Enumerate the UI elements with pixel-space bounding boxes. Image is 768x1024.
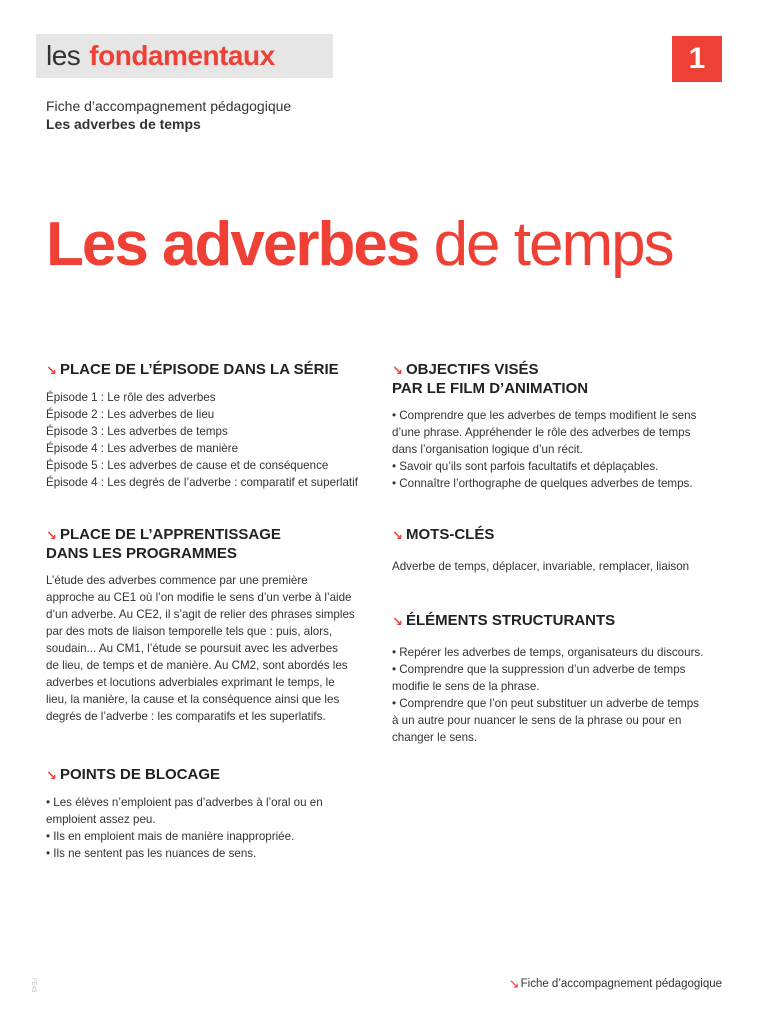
arrow-icon: ↘	[46, 363, 57, 378]
brand-light-text: les	[46, 40, 81, 71]
section-heading	[46, 360, 386, 380]
episode-line: Épisode 5 : Les adverbes de cause et de conséquence	[46, 459, 329, 472]
body-line: Adverbe de temps, déplacer, invariable, remplacer, liaison	[392, 560, 690, 573]
section-body	[46, 389, 386, 491]
subtitle	[46, 97, 291, 133]
body-line: • Repérer les adverbes de temps, organisateurs du discours.	[392, 646, 704, 659]
section-heading	[392, 525, 732, 545]
section-body	[46, 794, 386, 862]
brand-logo	[36, 34, 333, 78]
body-line: • Savoir qu’ils sont parfois facultatifs et déplaçables.	[392, 460, 659, 473]
section-motscles	[392, 525, 732, 575]
body-line: de lieu, de temps et de manière. Au CM2, sont abordés les	[46, 659, 348, 672]
section-objectifs-title-2: PAR LE FILM D’ANIMATION	[392, 380, 589, 397]
body-line: modifie le sens de la phrase.	[392, 680, 540, 693]
body-line: d’une phrase. Appréhender le rôle des adverbes de temps	[392, 426, 691, 439]
body-line: adverbes et locutions adverbiales exprimant le temps, le	[46, 676, 335, 689]
section-blocage	[46, 765, 386, 862]
body-line: soudain... Au CM1, l’étude se poursuit avec les adverbes	[46, 642, 338, 655]
body-line: L’étude des adverbes commence par une première	[46, 574, 308, 587]
body-line: • Ils ne sentent pas les nuances de sens.	[46, 847, 257, 860]
section-elements-title: ÉLÉMENTS STRUCTURANTS	[406, 612, 616, 629]
section-motscles-title: MOTS-CLÉS	[406, 526, 495, 543]
section-heading	[46, 765, 386, 785]
body-line: changer le sens.	[392, 731, 478, 744]
footer-label-text: Fiche d’accompagnement pédagogique	[520, 978, 722, 990]
section-elements	[392, 611, 732, 746]
episode-line: Épisode 4 : Les adverbes de manière	[46, 442, 239, 455]
body-line: à un autre pour nuancer le sens de la phrase ou pour en	[392, 714, 682, 727]
episode-line: Épisode 2 : Les adverbes de lieu	[46, 408, 215, 421]
body-line: par des mots de liaison temporelle tels que : puis, alors,	[46, 625, 333, 638]
episode-line: Épisode 4 : Les degrés de l’adverbe : comparatif et superlatif	[46, 476, 358, 489]
episode-line: Épisode 1 : Le rôle des adverbes	[46, 391, 216, 404]
body-line: • Ils en emploient mais de manière inappropriée.	[46, 830, 295, 843]
section-apprentissage-title-1: PLACE DE L’APPRENTISSAGE	[60, 526, 281, 543]
section-apprentissage	[46, 525, 386, 725]
section-heading	[392, 360, 732, 398]
brand-bold-text: fondamentaux	[89, 40, 275, 71]
section-heading	[392, 611, 732, 631]
section-body	[392, 407, 732, 492]
page-title	[46, 205, 673, 285]
arrow-icon: ↘	[46, 528, 57, 543]
body-line: • Connaître l’orthographe de quelques adverbes de temps.	[392, 477, 693, 490]
section-body	[392, 558, 732, 575]
body-line: • Comprendre que la suppression d’un adverbe de temps	[392, 663, 686, 676]
subtitle-line-1: Fiche d’accompagnement pédagogique	[46, 98, 292, 114]
footer-label	[509, 976, 722, 992]
page-title-bold: Les adverbes	[46, 210, 419, 279]
body-line: degrés de l’adverbe : les comparatifs et les superlatifs.	[46, 710, 326, 723]
section-objectifs-title-1: OBJECTIFS VISÉS	[406, 361, 539, 378]
arrow-icon: ↘	[392, 614, 403, 629]
section-heading	[46, 525, 386, 563]
arrow-icon: ↘	[392, 363, 403, 378]
body-line: dans l’organisation logique d’un récit.	[392, 443, 583, 456]
page-title-regular: de temps	[418, 210, 673, 279]
side-code: FE43	[30, 978, 36, 993]
arrow-icon: ↘	[46, 768, 57, 783]
body-line: • Comprendre que les adverbes de temps modifient le sens	[392, 409, 697, 422]
section-body	[392, 644, 732, 746]
section-blocage-title: POINTS DE BLOCAGE	[60, 766, 221, 783]
body-line: approche au CE1 où l’on modifie le sens d’un verbe à l’aide	[46, 591, 352, 604]
section-objectifs	[392, 360, 732, 492]
body-line: • Comprendre que l’on peut substituer un adverbe de temps	[392, 697, 699, 710]
subtitle-line-2: Les adverbes de temps	[46, 116, 201, 132]
section-body	[46, 572, 386, 725]
section-episode	[46, 360, 386, 491]
episode-number-badge: 1	[672, 36, 722, 82]
body-line: d’un adverbe. Au CE2, il s’agit de relier des phrases simples	[46, 608, 355, 621]
arrow-icon: ↘	[508, 976, 520, 991]
arrow-icon: ↘	[392, 528, 403, 543]
body-line: emploient assez peu.	[46, 813, 156, 826]
body-line: • Les élèves n’emploient pas d’adverbes à l’oral ou en	[46, 796, 323, 809]
section-apprentissage-title-2: DANS LES PROGRAMMES	[46, 545, 237, 562]
body-line: lieu, la manière, la cause et la conséquence ainsi que les	[46, 693, 340, 706]
episode-line: Épisode 3 : Les adverbes de temps	[46, 425, 228, 438]
section-episode-title: PLACE DE L’ÉPISODE DANS LA SÉRIE	[60, 361, 339, 378]
